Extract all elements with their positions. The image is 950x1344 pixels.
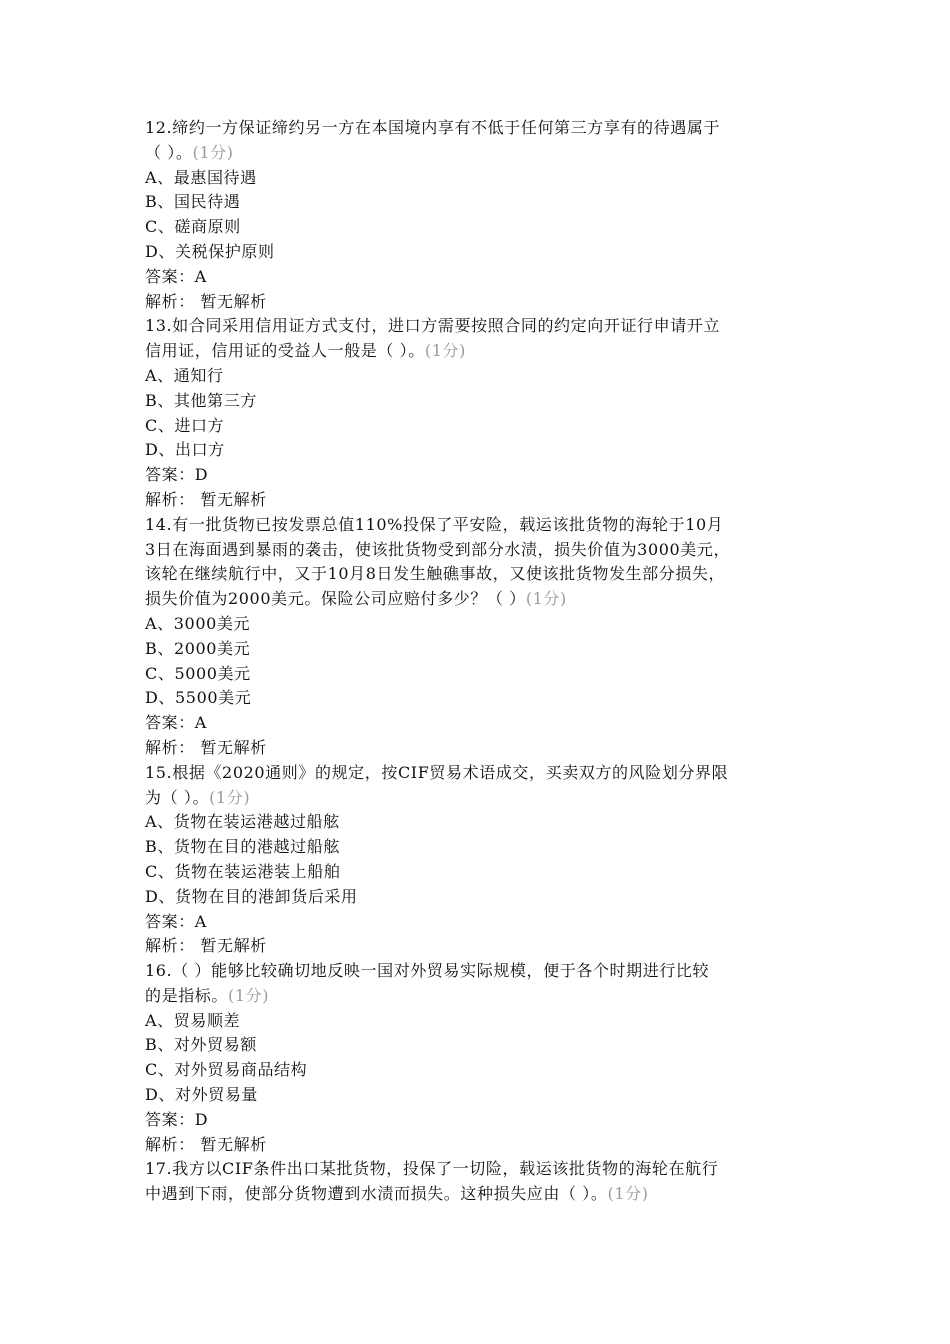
analysis: 解析： 暂无解析 bbox=[145, 291, 267, 311]
answer: 答案：D bbox=[145, 465, 209, 485]
question-stem-line bbox=[145, 587, 825, 612]
analysis: 解析： 暂无解析 bbox=[145, 489, 267, 509]
question-stem-line: 13.如合同采用信用证方式支付，进口方需要按照合同的约定向开证行申请开立 bbox=[145, 316, 721, 336]
question-stem-line: 该轮在继续航行中，又于10月8日发生触礁事故，又使该批货物发生部分损失， bbox=[145, 564, 726, 584]
option-a: A、通知行 bbox=[145, 365, 224, 385]
question-stem-line bbox=[145, 141, 825, 166]
option-b: B、国民待遇 bbox=[145, 192, 241, 212]
option-a: A、货物在装运港越过船舷 bbox=[145, 812, 340, 832]
option-d: D、出口方 bbox=[145, 440, 225, 460]
question-stem-text: 为（ ）。 bbox=[145, 787, 210, 807]
question-stem-text: （ ）。 bbox=[145, 142, 193, 162]
score-label: (1分) bbox=[228, 985, 270, 1005]
option-b: B、对外贸易额 bbox=[145, 1035, 257, 1055]
analysis: 解析： 暂无解析 bbox=[145, 936, 267, 956]
question-12 bbox=[145, 116, 825, 314]
question-stem-line: 12.缔约一方保证缔约另一方在本国境内享有不低于任何第三方享有的待遇属于 bbox=[145, 118, 721, 137]
question-13 bbox=[145, 314, 825, 512]
question-stem-line: 3日在海面遇到暴雨的袭击，使该批货物受到部分水渍，损失价值为3000美元， bbox=[145, 539, 731, 559]
answer: 答案：D bbox=[145, 1109, 209, 1129]
answer: 答案：A bbox=[145, 911, 207, 931]
question-stem-line: 14.有一批货物已按发票总值110%投保了平安险，载运该批货物的海轮于10月 bbox=[145, 514, 724, 534]
option-d: D、关税保护原则 bbox=[145, 241, 275, 261]
question-stem-line: 16.（ ）能够比较确切地反映一国对外贸易实际规模，便于各个时期进行比较 bbox=[145, 961, 710, 981]
option-c: C、进口方 bbox=[145, 415, 225, 435]
score-label: (1分) bbox=[192, 142, 234, 162]
option-b: B、货物在目的港越过船舷 bbox=[145, 837, 340, 857]
question-14 bbox=[145, 513, 825, 761]
option-a: A、最惠国待遇 bbox=[145, 167, 257, 187]
question-stem-text: 中遇到下雨，使部分货物遭到水渍而损失。这种损失应由（ ）。 bbox=[145, 1184, 608, 1204]
question-stem-text: 的是指标。 bbox=[145, 985, 229, 1005]
option-c: C、货物在装运港装上船舶 bbox=[145, 861, 341, 881]
question-stem-line bbox=[145, 1182, 825, 1207]
option-c: C、磋商原则 bbox=[145, 217, 241, 237]
question-16 bbox=[145, 959, 825, 1157]
option-c: C、5000美元 bbox=[145, 663, 251, 683]
option-d: D、对外贸易量 bbox=[145, 1085, 259, 1105]
answer: 答案：A bbox=[145, 266, 207, 286]
question-stem-text: 损失价值为2000美元。保险公司应赔付多少？（ ） bbox=[145, 589, 526, 609]
question-17 bbox=[145, 1157, 825, 1207]
score-label: (1分) bbox=[209, 787, 251, 807]
question-stem-line bbox=[145, 339, 825, 364]
question-stem-line bbox=[145, 984, 825, 1009]
option-b: B、2000美元 bbox=[145, 638, 251, 658]
score-label: (1分) bbox=[424, 341, 466, 361]
score-label: (1分) bbox=[525, 589, 567, 609]
option-d: D、货物在目的港卸货后采用 bbox=[145, 886, 358, 906]
document-body bbox=[145, 116, 825, 1207]
option-a: A、贸易顺差 bbox=[145, 1010, 241, 1030]
analysis: 解析： 暂无解析 bbox=[145, 737, 267, 757]
analysis: 解析： 暂无解析 bbox=[145, 1134, 267, 1154]
question-stem-text: 信用证，信用证的受益人一般是（ ）。 bbox=[145, 341, 425, 361]
score-label: (1分) bbox=[607, 1184, 649, 1204]
option-d: D、5500美元 bbox=[145, 688, 252, 708]
question-stem-line: 17.我方以CIF条件出口某批货物，投保了一切险，载运该批货物的海轮在航行 bbox=[145, 1159, 719, 1179]
question-stem-line bbox=[145, 786, 825, 811]
option-a: A、3000美元 bbox=[145, 613, 251, 633]
question-15 bbox=[145, 761, 825, 959]
option-c: C、对外贸易商品结构 bbox=[145, 1060, 308, 1080]
option-b: B、其他第三方 bbox=[145, 390, 257, 410]
answer: 答案：A bbox=[145, 713, 207, 733]
question-stem-line: 15.根据《2020通则》的规定，按CIF贸易术语成交，买卖双方的风险划分界限 bbox=[145, 762, 729, 782]
